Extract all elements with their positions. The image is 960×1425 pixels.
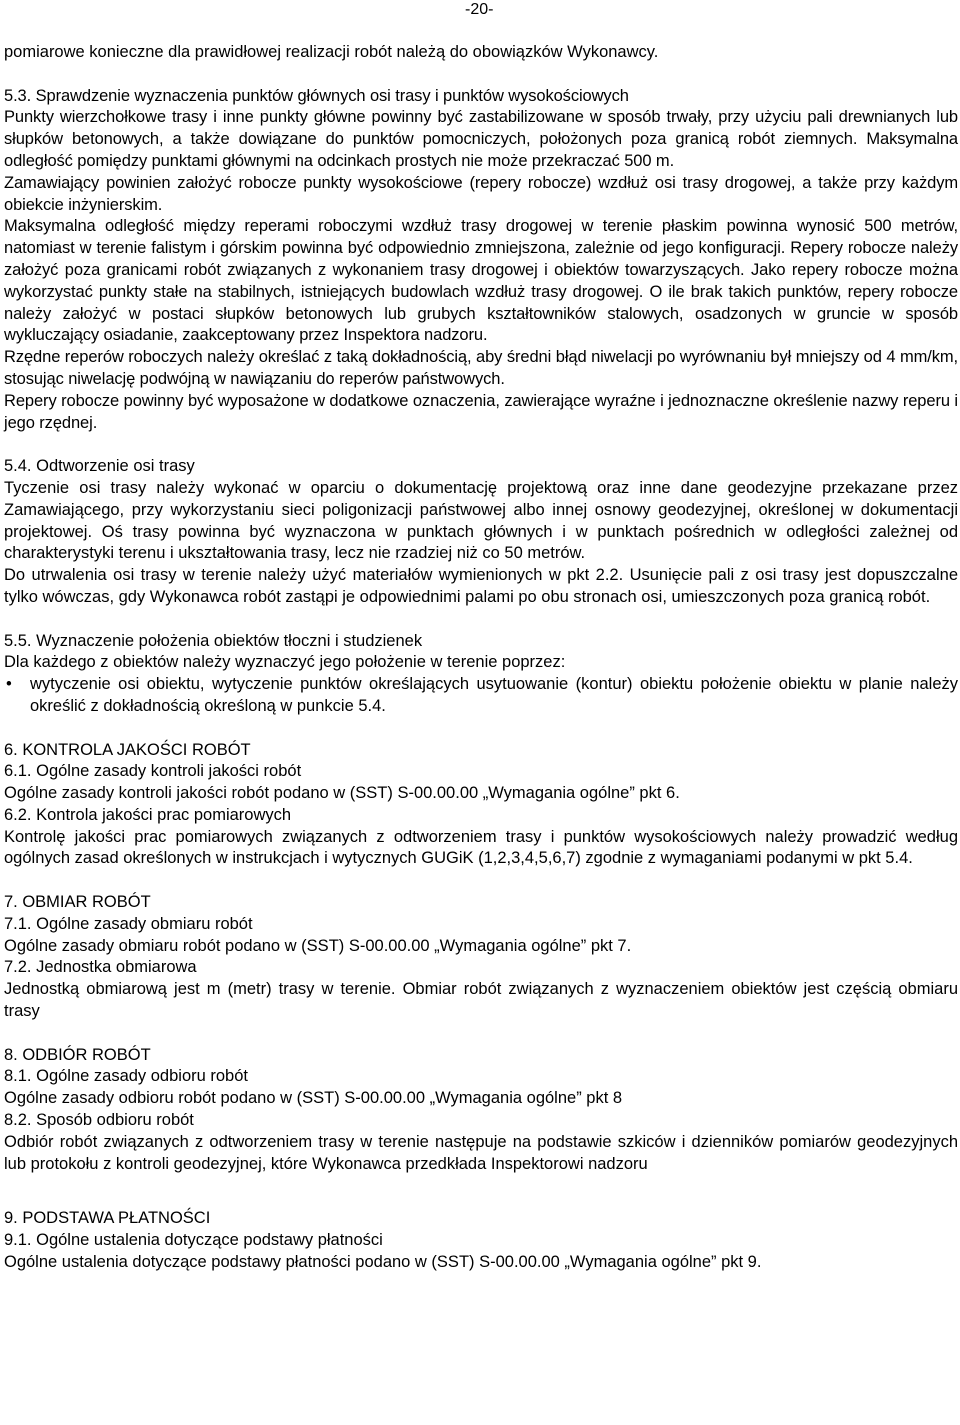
section-7 bbox=[4, 892, 958, 1023]
section-9-heading: 9. PODSTAWA PŁATNOŚCI bbox=[4, 1209, 211, 1228]
section-7-heading: 7. OBMIAR ROBÓT bbox=[4, 893, 151, 912]
section-6 bbox=[4, 740, 958, 871]
section-5-3-paragraph-2: Zamawiający powinien założyć robocze punkty wysokościowe (repery robocze) wzdłuż osi trasy drogowej, a także przy każdym obiekcie inżynierskim. bbox=[4, 173, 958, 214]
page-number: -20- bbox=[465, 1, 494, 18]
intro-paragraph: pomiarowe konieczne dla prawidłowej realizacji robót należą do obowiązków Wykonawcy. bbox=[4, 43, 659, 61]
section-6-2-paragraph: Kontrolę jakości prac pomiarowych związanych z odtworzeniem trasy i punktów wysokościowych należy prowadzić według ogólnych zasad określonych w instrukcjach i wytycznych GUGiK (1,2,3,4,5,6,7) zgodnie z wymaganiami podanymi w pkt 5.4. bbox=[4, 827, 958, 868]
section-5-5-heading: 5.5. Wyznaczenie położenia obiektów tłoczni i studzienek bbox=[4, 631, 423, 650]
section-7-1-paragraph: Ogólne zasady obmiaru robót podano w (SST) S-00.00.00 „Wymagania ogólne” pkt 7. bbox=[4, 936, 632, 955]
section-8-2-heading: 8.2. Sposób odbioru robót bbox=[4, 1111, 194, 1130]
section-6-2-heading: 6.2. Kontrola jakości prac pomiarowych bbox=[4, 805, 292, 824]
section-5-3-paragraph-3: Maksymalna odległość między reperami roboczymi wzdłuż trasy drogowej w terenie płaskim powinna wynosić 500 metrów, natomiast w terenie falistym i górskim powinna być odpowiednio zmniejszona, zależnie od jego konfiguracji. Repery robocze należy założyć poza granicami robót związanych z wykonaniem trasy drogowej i obiektów towarzyszących. Jako repery robocze można wykorzystać punkty stałe na stabilnych, istniejących budowlach wzdłuż trasy drogowej. O ile brak takich punktów, repery robocze należy założyć w postaci słupków betonowych lub grubych kształtowników stalowych, osadzonych w gruncie w sposób wykluczający osiadanie, zaakceptowany przez Inspektora nadzoru. bbox=[4, 217, 958, 345]
section-5-5-intro: Dla każdego z obiektów należy wyznaczyć jego położenie w terenie poprzez: bbox=[4, 653, 566, 672]
section-9-1-heading: 9.1. Ogólne ustalenia dotyczące podstawy płatności bbox=[4, 1231, 383, 1250]
section-6-1-paragraph: Ogólne zasady kontroli jakości robót podano w (SST) S-00.00.00 „Wymagania ogólne” pkt 6. bbox=[4, 784, 680, 803]
section-5-4-paragraph-1: Tyczenie osi trasy należy wykonać w oparciu o dokumentację projektową oraz inne dane geodezyjne przekazane przez Zamawiającego, przy wykorzystaniu sieci poligonizacji państwowej albo innej osnowy geodezyjnej, określonej w dokumentacji projektowej. Oś trasy powinna być wyznaczona w punktach głównych i w punktach pośrednich w odległości zależnej od charakterystyki terenu i ukształtowania trasy, lecz nie rzadziej niż co 50 metrów. bbox=[4, 478, 958, 563]
section-5-4 bbox=[4, 456, 958, 609]
section-7-1-heading: 7.1. Ogólne zasady obmiaru robót bbox=[4, 914, 253, 933]
bullet-item: • wytyczenie osi obiektu, wytyczenie punktów określających usytuowanie (kontur) obiektu położenie obiektu w planie należy określić z dokładnością określoną w punkcie 5.4. bbox=[4, 674, 958, 718]
section-5-3 bbox=[4, 86, 958, 435]
section-8-1-heading: 8.1. Ogólne zasady odbioru robót bbox=[4, 1067, 248, 1086]
document-body bbox=[4, 42, 958, 1274]
section-5-3-paragraph-5: Repery robocze powinny być wyposażone w dodatkowe oznaczenia, zawierające wyraźne i jednoznaczne określenie nazwy reperu i jego rzędnej. bbox=[4, 391, 958, 432]
section-9 bbox=[4, 1208, 958, 1273]
section-5-3-paragraph-4: Rzędne reperów roboczych należy określać z taką dokładnością, aby średni błąd niwelacji po wyrównaniu był mniejszy od 4 mm/km, stosując niwelację podwójną w nawiązaniu do reperów państwowych. bbox=[4, 348, 958, 388]
section-5-5-bullet-list bbox=[4, 674, 958, 718]
section-8-2-paragraph: Odbiór robót związanych z odtworzeniem trasy w terenie następuje na podstawie szkiców i dzienników pomiarów geodezyjnych lub protokołu z kontroli geodezyjnej, które Wykonawca przedkłada Inspektorowi nadzoru bbox=[4, 1132, 958, 1173]
section-5-5 bbox=[4, 631, 958, 718]
section-5-3-heading: 5.3. Sprawdzenie wyznaczenia punktów głównych osi trasy i punktów wysokościowych bbox=[4, 86, 629, 105]
section-8-1-paragraph: Ogólne zasady odbioru robót podano w (SST) S-00.00.00 „Wymagania ogólne” pkt 8 bbox=[4, 1089, 623, 1108]
section-8 bbox=[4, 1045, 958, 1176]
section-6-1-heading: 6.1. Ogólne zasady kontroli jakości robót bbox=[4, 762, 302, 781]
section-8-heading: 8. ODBIÓR ROBÓT bbox=[4, 1045, 151, 1064]
section-5-4-paragraph-2: Do utrwalenia osi trasy w terenie należy użyć materiałów wymienionych w pkt 2.2. Usunięcie pali z osi trasy jest dopuszczalne tylko wówczas, gdy Wykonawca robót zastąpi je odpowiednimi palami po obu stronach osi, umieszczonych poza granicą robót. bbox=[4, 566, 958, 606]
section-7-2-paragraph: Jednostką obmiarową jest m (metr) trasy w terenie. Obmiar robót związanych z wyznaczeniem obiektów jest częścią obmiaru trasy bbox=[4, 980, 958, 1021]
section-5-3-paragraph-1: Punkty wierzchołkowe trasy i inne punkty główne powinny być zastabilizowane w sposób trwały, przy użyciu pali drewnianych lub słupków betonowych, a także dowiązane do punktów pomocniczych, położonych poza granicą robót ziemnych. Maksymalna odległość pomiędzy punktami głównymi na odcinkach prostych nie może przekraczać 500 m. bbox=[4, 108, 958, 170]
section-9-1-paragraph: Ogólne ustalenia dotyczące podstawy płatności podano w (SST) S-00.00.00 „Wymagania ogólne” pkt 9. bbox=[4, 1253, 762, 1272]
section-5-4-heading: 5.4. Odtworzenie osi trasy bbox=[4, 457, 195, 476]
section-6-heading: 6. KONTROLA JAKOŚCI ROBÓT bbox=[4, 740, 251, 759]
section-7-2-heading: 7.2. Jednostka obmiarowa bbox=[4, 958, 197, 977]
